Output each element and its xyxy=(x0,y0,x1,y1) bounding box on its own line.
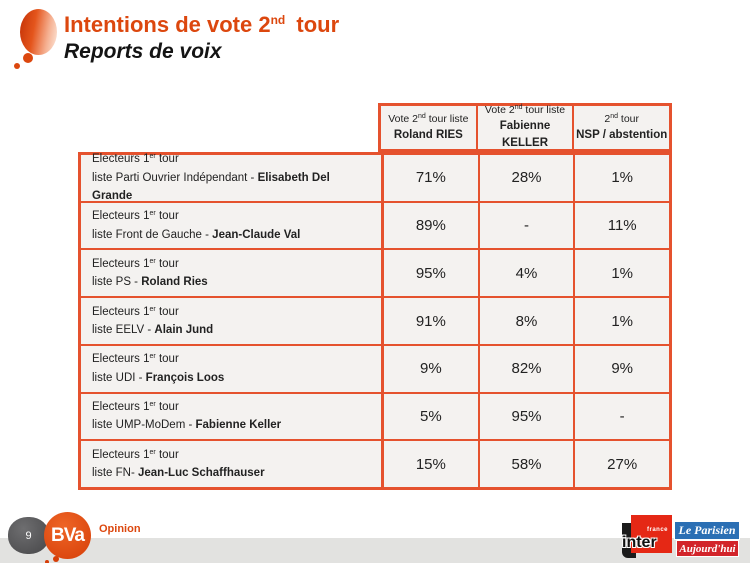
vote-transfer-table xyxy=(78,152,672,490)
title-text-end: tour xyxy=(290,12,340,37)
value-cell: 11% xyxy=(573,203,669,249)
candidate-name: Jean-Claude Val xyxy=(212,228,301,241)
table-row xyxy=(81,392,669,440)
row-label: Electeurs 1er tour liste PS - Roland Ries xyxy=(92,257,208,289)
page-number-badge xyxy=(8,517,49,554)
value-cell: - xyxy=(478,203,574,249)
page-title xyxy=(64,12,339,38)
row-label: Electeurs 1er tour liste Parti Ouvrier Indépendant - Elisabeth Del Grande xyxy=(92,153,330,203)
swoosh-dot-icon xyxy=(23,53,33,63)
value-cell: 58% xyxy=(478,441,574,487)
row-label: Electeurs 1er tour liste FN- Jean-Luc Schaffhauser xyxy=(92,448,265,480)
candidate-name: François Loos xyxy=(145,371,225,384)
row-label: Electeurs 1er tour liste Front de Gauche - Jean-Claude Val xyxy=(92,210,301,241)
le-parisien-logo: Le Parisien xyxy=(674,521,740,540)
bva-swoosh-icon xyxy=(20,9,57,55)
column-header-ries xyxy=(381,106,476,149)
table-header xyxy=(378,103,672,152)
aujourdhui-logo: Aujourd'hui xyxy=(676,540,739,557)
column-header-candidate: Fabienne KELLER xyxy=(499,120,551,150)
value-cell: 9% xyxy=(573,346,669,392)
table-row xyxy=(81,248,669,296)
table-row xyxy=(81,439,669,487)
row-label: Electeurs 1er tour liste EELV - Alain Jund xyxy=(92,305,214,337)
value-cell: 28% xyxy=(478,155,574,201)
page-number: 9 xyxy=(25,529,32,542)
value-cell: 1% xyxy=(573,250,669,296)
value-cell: 82% xyxy=(478,346,574,392)
value-cell: 71% xyxy=(381,155,478,201)
value-cell: 95% xyxy=(381,250,478,296)
row-label: Electeurs 1er tour liste UDI - François Loos xyxy=(92,353,225,384)
candidate-name: Fabienne Keller xyxy=(195,419,282,432)
column-header-line1: 2nd tour xyxy=(604,112,639,125)
bva-logo-dot-icon xyxy=(53,556,59,562)
column-header-line1: Vote 2nd tour liste xyxy=(388,112,469,125)
swoosh-dot-small-icon xyxy=(14,63,20,69)
france-inter-logo xyxy=(622,515,672,553)
value-cell: 91% xyxy=(381,298,478,344)
france-inter-top-text: france xyxy=(646,527,668,533)
value-cell: 95% xyxy=(478,394,574,440)
france-inter-main-text: inter xyxy=(622,534,657,551)
candidate-name: Jean-Luc Schaffhauser xyxy=(138,467,265,480)
page-subtitle: Reports de voix xyxy=(64,40,222,63)
candidate-name: Alain Jund xyxy=(154,324,214,337)
candidate-name: Elisabeth Del Grande xyxy=(92,171,330,203)
column-header-nsp xyxy=(572,106,669,149)
title-superscript: nd xyxy=(270,13,286,27)
bva-opinion-label: Opinion xyxy=(99,523,141,535)
column-header-line1: Vote 2nd tour liste xyxy=(484,104,566,117)
value-cell: 27% xyxy=(573,441,669,487)
candidate-name: Roland Ries xyxy=(141,276,208,289)
value-cell: 9% xyxy=(381,346,478,392)
column-header-candidate: Roland RIES xyxy=(393,128,463,141)
value-cell: 1% xyxy=(573,298,669,344)
table-row xyxy=(81,344,669,392)
column-header-keller xyxy=(476,106,573,149)
row-label: Electeurs 1er tour liste UMP-MoDem - Fabienne Keller xyxy=(92,401,282,432)
table-row xyxy=(81,201,669,249)
table-row xyxy=(81,296,669,344)
column-header-candidate: NSP / abstention xyxy=(576,128,668,141)
value-cell: 89% xyxy=(381,203,478,249)
value-cell: - xyxy=(573,394,669,440)
table-row xyxy=(81,155,669,201)
value-cell: 1% xyxy=(573,155,669,201)
value-cell: 5% xyxy=(381,394,478,440)
value-cell: 8% xyxy=(478,298,574,344)
value-cell: 15% xyxy=(381,441,478,487)
bva-logo: BVa xyxy=(44,512,91,559)
value-cell: 4% xyxy=(478,250,574,296)
title-text: Intentions de vote 2 xyxy=(64,12,271,37)
